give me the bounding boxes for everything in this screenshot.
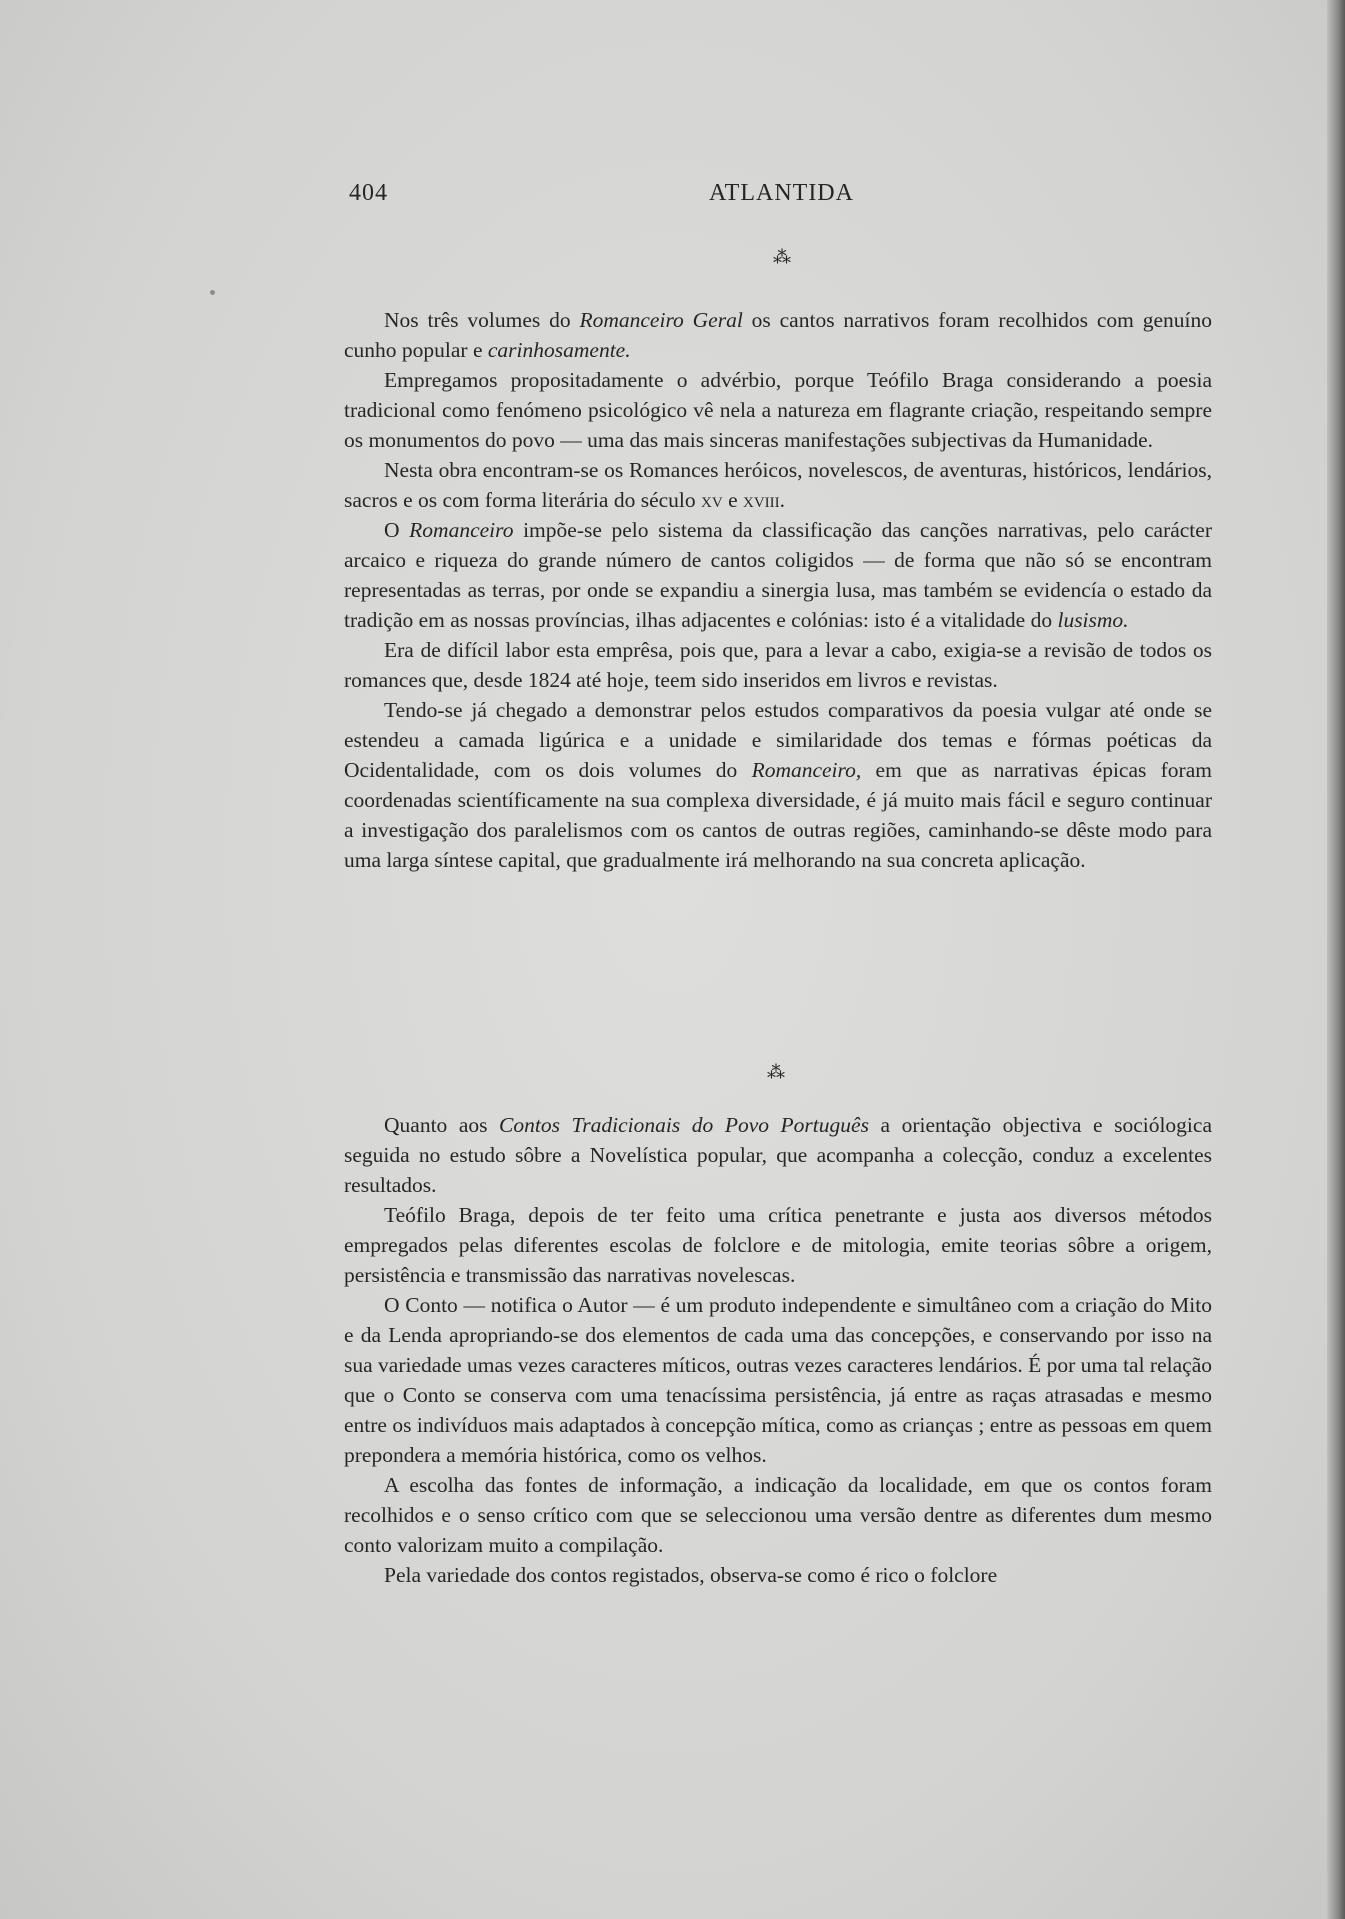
page-header xyxy=(349,180,1214,210)
paragraph: Empregamos propositadamente o advérbio, porque Teófilo Braga considerando a poesia tradicional como fenómeno psicológico vê nela a natureza em flagrante criação, respeitando sempre os monumentos do povo — uma das mais sinceras manifestações subjectivas da Humanidade. xyxy=(344,368,1212,452)
paragraph: O Romanceiro impõe-se pelo sistema da classificação das canções narrativas, pelo carácter arcaico e riqueza do grande número de cantos coligidos — de forma que não só se encontram representadas as terras, por onde se expandiu a sinergia lusa, mas também se evidencía o estado da tradição em as nossas províncias, ilhas adjacentes e colónias: isto é a vitalidade do lusismo. xyxy=(344,518,1212,632)
section-romanceiro xyxy=(344,305,1212,875)
paragraph: Nesta obra encontram-se os Romances heróicos, novelescos, de aventuras, históricos, lendários, sacros e os com forma literária do século xv e xviii. xyxy=(344,458,1212,512)
asterism-divider: ⁂ xyxy=(767,1062,785,1082)
running-title: ATLANTIDA xyxy=(709,180,854,206)
page-number: 404 xyxy=(349,180,388,206)
paragraph: Pela variedade dos contos registados, observa-se como é rico o folclore xyxy=(384,1563,998,1587)
paragraph: A escolha das fontes de informação, a indicação da localidade, em que os contos foram recolhidos e o senso crítico com que se seleccionou uma versão dentre as diferentes dum mesmo conto valorizam muito a compilação. xyxy=(344,1473,1212,1557)
paragraph: Era de difícil labor esta emprêsa, pois que, para a levar a cabo, exigia-se a revisão de todos os romances que, desde 1824 até hoje, teem sido inseridos em livros e revistas. xyxy=(344,638,1212,692)
page-speck xyxy=(210,290,215,295)
asterism-divider: ⁂ xyxy=(773,247,791,267)
paragraph: Tendo-se já chegado a demonstrar pelos estudos comparativos da poesia vulgar até onde se estendeu a camada ligúrica e a unidade e similaridade dos temas e fórmas poéticas da Ocidentalidade, com os dois volumes do Romanceiro, em que as narrativas épicas foram coordenadas scientíficamente na sua complexa diversidade, é já muito mais fácil e seguro continuar a investigação dos paralelismos com os cantos de outras regiões, caminhando-se dêste modo para uma larga síntese capital, que gradualmente irá melhorando na sua concreta aplicação. xyxy=(344,698,1212,872)
section-contos xyxy=(344,1110,1212,1590)
paragraph: O Conto — notifica o Autor — é um produto independente e simultâneo com a criação do Mito e da Lenda apropriando-se dos elementos de cada uma das concepções, e conservando por isso na sua variedade umas vezes caracteres míticos, outras vezes caracteres lendários. É por uma tal relação que o Conto se conserva com uma tenacíssima persistência, já entre as raças atrasadas e mesmo entre os indivíduos mais adaptados à concepção mítica, como as crianças ; entre as pessoas em quem prepondera a memória histórica, como os velhos. xyxy=(344,1293,1212,1467)
page-edge-shadow xyxy=(1327,0,1345,1919)
paragraph: Nos três volumes do Romanceiro Geral os cantos narrativos foram recolhidos com genuíno cunho popular e carinhosamente. xyxy=(344,308,1212,362)
paragraph: Teófilo Braga, depois de ter feito uma crítica penetrante e justa aos diversos métodos empregados pelas diferentes escolas de folclore e de mitologia, emite teorias sôbre a origem, persistência e transmissão das narrativas novelescas. xyxy=(344,1203,1212,1287)
paragraph: Quanto aos Contos Tradicionais do Povo Português a orientação objectiva e sociólogica seguida no estudo sôbre a Novelística popular, que acompanha a colecção, conduz a excelentes resultados. xyxy=(344,1113,1212,1197)
